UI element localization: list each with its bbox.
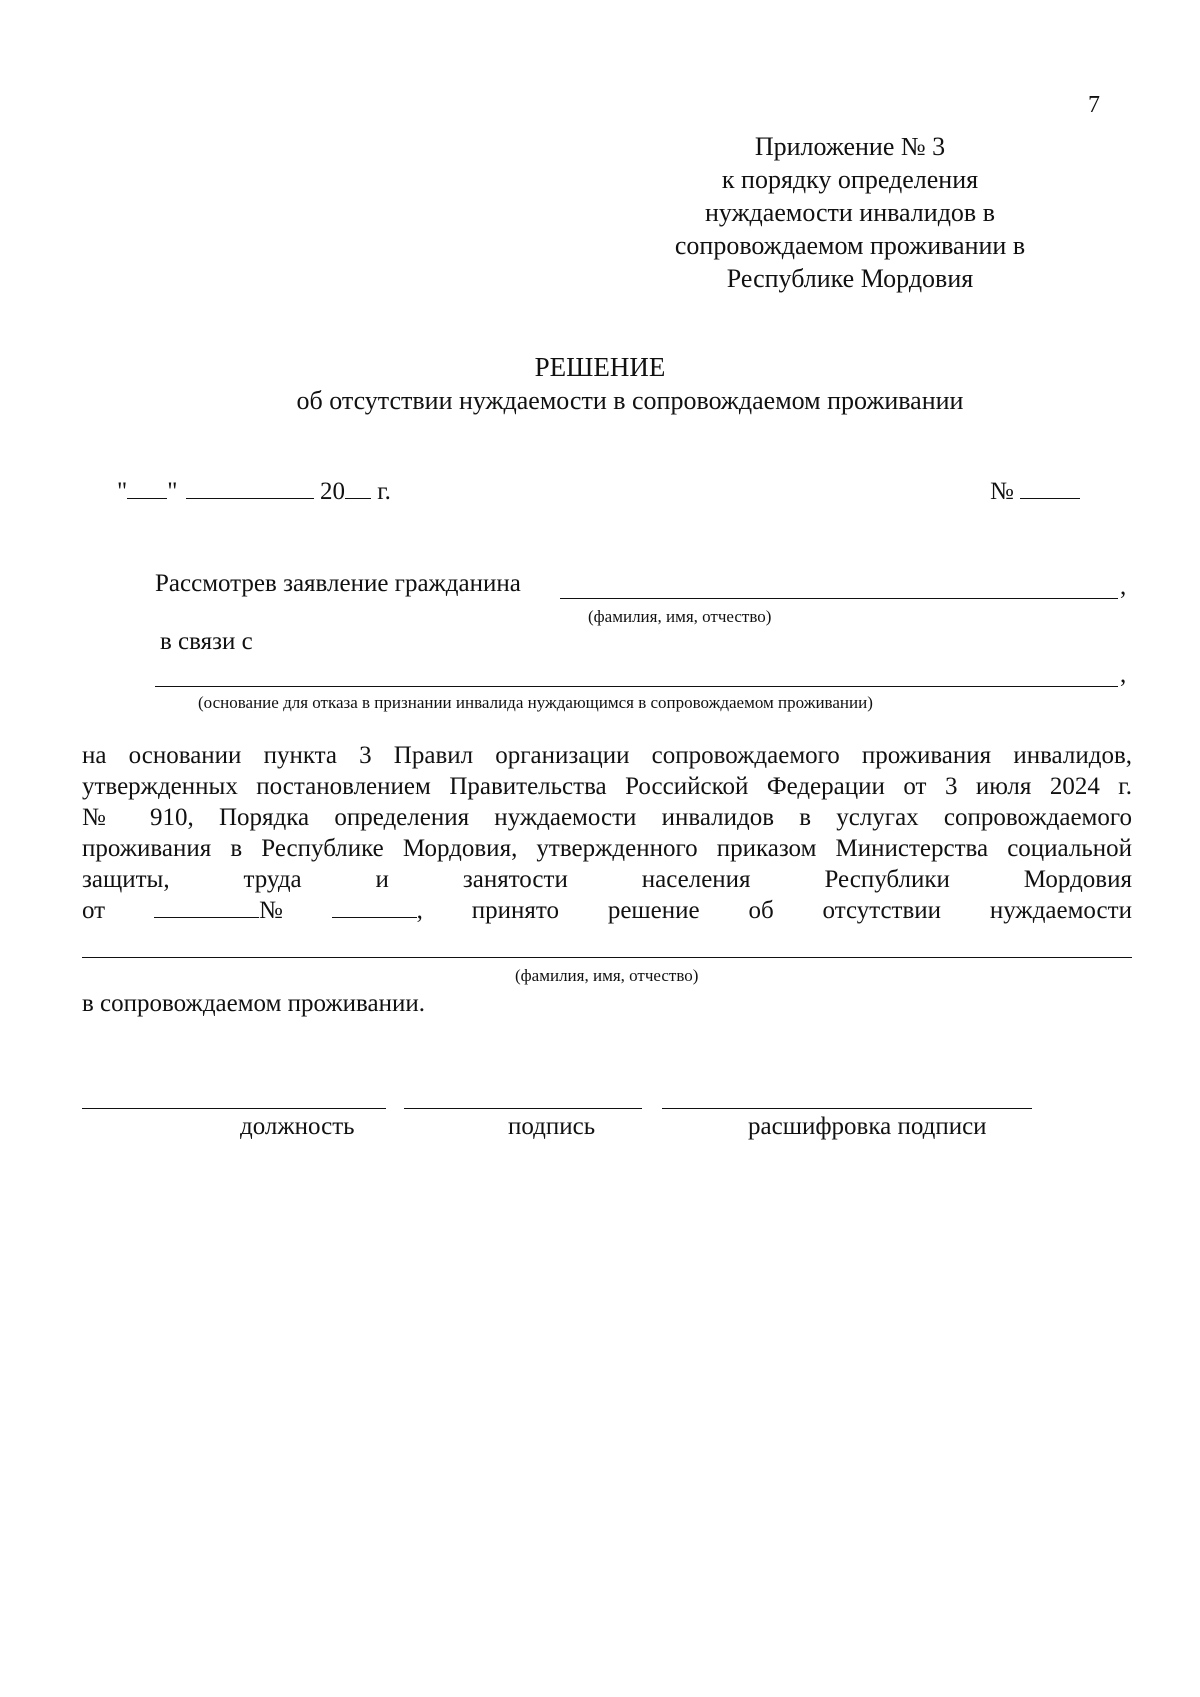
appendix-line: Республике Мордовия — [726, 264, 974, 293]
order-date-field[interactable] — [154, 916, 259, 918]
signature-decoding-caption: расшифровка подписи — [748, 1113, 987, 1140]
basis-line: защиты, труда и занятости населения Республики Мордовия — [82, 866, 1132, 893]
closing-text: в сопровождаемом проживании. — [82, 990, 426, 1017]
order-comma: , — [416, 897, 423, 924]
appendix-block — [640, 130, 1060, 295]
citizen-name-caption: (фамилия, имя, отчество) — [588, 607, 772, 626]
date-line — [117, 478, 391, 506]
person-name-caption: (фамилия, имя, отчество) — [515, 966, 699, 985]
date-quote-close: " — [167, 478, 178, 505]
appendix-line: к порядку определения — [721, 165, 979, 194]
month-field[interactable] — [186, 497, 314, 499]
signature-field[interactable] — [404, 1108, 642, 1109]
refusal-basis-caption: (основание для отказа в признании инвалида нуждающимся в сопровождаемом проживании) — [198, 693, 873, 712]
in-connection-label: в связи с — [160, 628, 253, 655]
refusal-basis-field[interactable] — [155, 686, 1118, 687]
basis-paragraph — [82, 740, 1132, 926]
number-line — [990, 478, 1080, 506]
citizen-name-field[interactable] — [560, 598, 1118, 599]
page-number: 7 — [1088, 92, 1100, 118]
document-title: РЕШЕНИЕ — [534, 352, 666, 382]
year-field[interactable] — [345, 497, 371, 499]
basis-line: № 910, Порядка определения нуждаемости инвалидов в услугах сопровождаемого — [82, 804, 1132, 831]
position-caption: должность — [240, 1113, 355, 1140]
decision-number-field[interactable] — [1020, 497, 1080, 499]
year-prefix: 20 — [319, 478, 345, 505]
order-number-field[interactable] — [332, 916, 417, 918]
appendix-line: сопровождаемом проживании в — [674, 231, 1026, 260]
appendix-line: Приложение № 3 — [754, 132, 946, 161]
day-field[interactable] — [127, 497, 167, 499]
considered-comma: , — [1120, 573, 1127, 600]
decision-word: отсутствии — [822, 897, 942, 924]
decision-word: решение — [607, 897, 700, 924]
in-connection-comma: , — [1120, 661, 1127, 688]
basis-last-row — [82, 895, 1132, 926]
considered-label: Рассмотрев заявление гражданина — [155, 570, 521, 597]
signature-caption: подпись — [508, 1113, 596, 1140]
basis-line: на основании пункта 3 Правил организации сопровождаемого проживания инвалидов, — [82, 742, 1132, 769]
position-field[interactable] — [82, 1108, 386, 1109]
signature-decoding-field[interactable] — [662, 1108, 1032, 1109]
person-name-field[interactable] — [82, 957, 1132, 958]
from-label: от — [82, 897, 106, 924]
decision-word: об — [748, 897, 774, 924]
decision-word: нуждаемости — [989, 897, 1132, 924]
document-subtitle: об отсутствии нуждаемости в сопровождаемом проживании — [296, 386, 964, 415]
date-quote-open: " — [117, 478, 128, 505]
basis-line: утвержденных постановлением Правительства Российской Федерации от 3 июля 2024 г. — [82, 773, 1132, 800]
order-number-label: № — [258, 897, 283, 924]
year-suffix: г. — [377, 478, 391, 505]
number-label: № — [990, 478, 1014, 505]
basis-line: проживания в Республике Мордовия, утвержденного приказом Министерства социальной — [82, 835, 1132, 862]
appendix-line: нуждаемости инвалидов в — [705, 198, 995, 227]
decision-word: принято — [471, 897, 559, 924]
